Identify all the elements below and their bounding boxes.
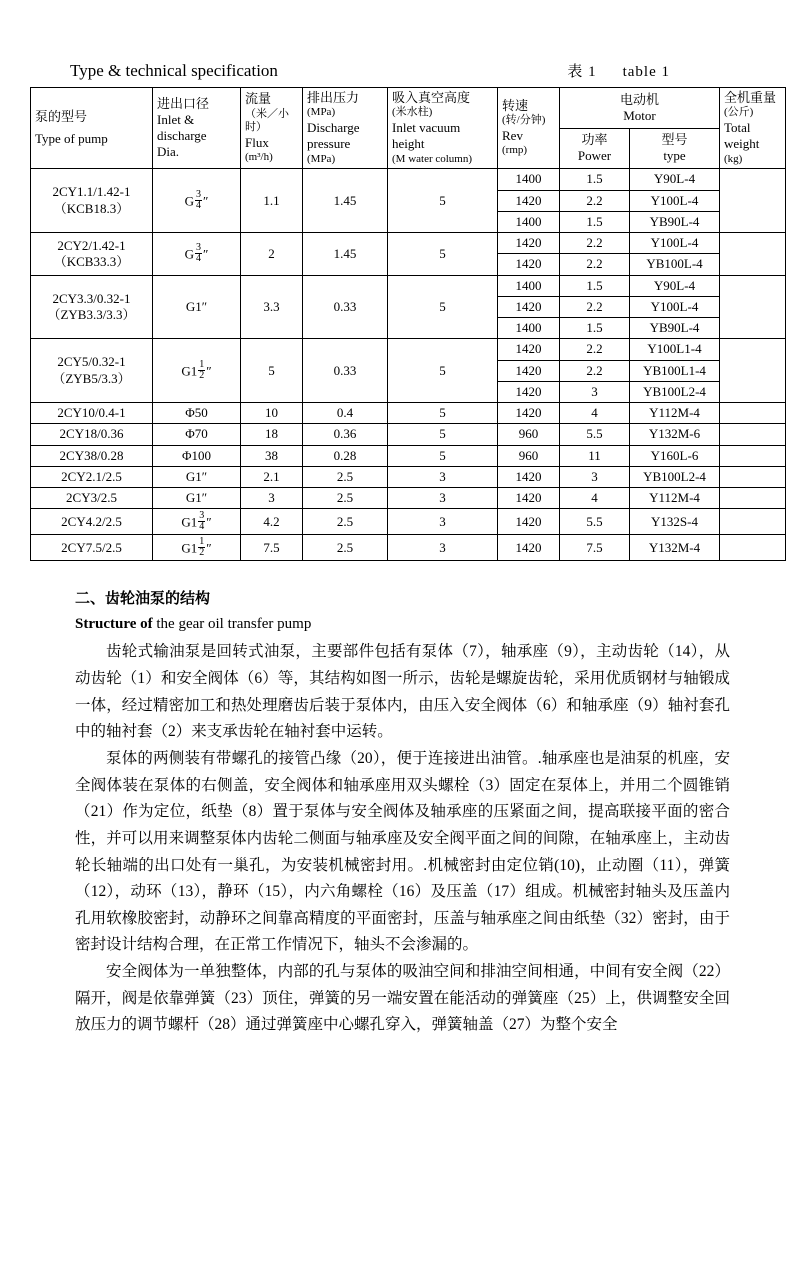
table-row: [31, 403, 786, 424]
cell-weight: [720, 403, 786, 424]
header-weight-en1: Total: [724, 120, 751, 135]
cell-rev: 1420: [498, 381, 560, 402]
header-rev-unit-cn: (转/分钟): [502, 114, 546, 127]
cell-power: 4: [560, 488, 630, 509]
table-row: [31, 445, 786, 466]
table-caption-title: Type & technical specification: [70, 61, 278, 80]
cell-model: [31, 233, 153, 276]
cell-power: 3: [560, 381, 630, 402]
header-dia-en1: Inlet &: [157, 111, 195, 127]
header-vacuum-cn: 吸入真空高度: [392, 90, 471, 105]
cell-dia: G1 $\frac{1}{2}$ ″: [153, 535, 241, 561]
cell-power: 1.5: [560, 211, 630, 232]
table-caption-row: [30, 60, 770, 81]
cell-flux: 1.1: [241, 169, 303, 233]
cell-model-line1: 2CY18/0.36: [59, 426, 124, 442]
cell-pressure: 2.5: [303, 535, 388, 561]
cell-dia: G1″: [153, 275, 241, 339]
paragraph: 齿轮式输油泵是回转式油泵，主要部件包括有泵体（7），轴承座（9），主动齿轮（14），从动齿轮（1）和安全阀体（6）等，其结构如图一所示，齿轮是螺旋齿轮，采用优质钢材与轴锻成一体，经过精密加工和热处理磨齿后装于泵体内，由压入安全阀体（6）和轴承座（9）轴衬套孔中的轴衬套（2）来支承齿轮在轴衬套中运转。: [75, 643, 730, 741]
table-number-cn: 表 1: [567, 64, 597, 80]
cell-rev: 1420: [498, 466, 560, 487]
cell-vacuum: 5: [388, 169, 498, 233]
cell-weight: [720, 466, 786, 487]
header-pressure-en2: pressure: [307, 136, 351, 152]
cell-model-line1: 2CY4.2/2.5: [61, 513, 122, 529]
cell-model-line1: 2CY5/0.32-1: [57, 354, 126, 370]
cell-model: [31, 466, 153, 487]
cell-power: 4: [560, 403, 630, 424]
cell-motor-type: YB100L2-4: [630, 381, 720, 402]
cell-motor-type: YB100L-4: [630, 254, 720, 275]
cell-motor-type: YB90L-4: [630, 211, 720, 232]
cell-power: 2.2: [560, 233, 630, 254]
cell-model: [31, 535, 153, 561]
cell-motor-type: YB90L-4: [630, 318, 720, 339]
cell-rev: 1400: [498, 211, 560, 232]
cell-model-line2: （ZYB3.3/3.3）: [47, 306, 136, 322]
cell-model-line2: （ZYB5/3.3）: [52, 370, 131, 386]
cell-power: 7.5: [560, 535, 630, 561]
header-motor-cn: 电动机: [620, 91, 660, 107]
header-vacuum-en2: height: [392, 136, 425, 152]
cell-power: 2.2: [560, 254, 630, 275]
header-power: [560, 128, 630, 169]
cell-power: 5.5: [560, 509, 630, 535]
cell-dia: G1 $\frac{1}{2}$ ″: [153, 339, 241, 403]
cell-vacuum: 5: [388, 445, 498, 466]
table-number-en: table 1: [622, 64, 670, 80]
cell-power: 2.2: [560, 339, 630, 360]
cell-model: [31, 488, 153, 509]
cell-weight: [720, 424, 786, 445]
cell-motor-type: Y90L-4: [630, 169, 720, 190]
cell-motor-type: Y100L-4: [630, 233, 720, 254]
header-dia-cn: 进出口径: [157, 95, 210, 111]
header-vacuum: [388, 88, 498, 169]
header-rev: [498, 88, 560, 169]
cell-vacuum: 5: [388, 424, 498, 445]
cell-pressure: 2.5: [303, 488, 388, 509]
section-title-en-bold: Structure of: [75, 616, 153, 633]
header-weight: [720, 88, 786, 169]
cell-motor-type: Y112M-4: [630, 403, 720, 424]
table-row: [31, 339, 786, 360]
cell-rev: 1420: [498, 339, 560, 360]
header-rev-cn: 转速: [502, 98, 529, 114]
header-model-cn: 泵的型号: [35, 108, 88, 124]
cell-power: 2.2: [560, 360, 630, 381]
cell-flux: 2.1: [241, 466, 303, 487]
table-number: [567, 60, 710, 81]
cell-vacuum: 3: [388, 488, 498, 509]
cell-weight: [720, 445, 786, 466]
cell-flux: 18: [241, 424, 303, 445]
cell-dia: G $\frac{3}{4}$ ″: [153, 233, 241, 276]
cell-vacuum: 5: [388, 339, 498, 403]
cell-flux: 38: [241, 445, 303, 466]
cell-model-line1: 2CY2.1/2.5: [61, 468, 122, 484]
cell-dia: G1″: [153, 488, 241, 509]
cell-model-line1: 2CY10/0.4-1: [57, 405, 126, 420]
header-dia-en2: discharge: [157, 128, 207, 144]
header-type: [630, 128, 720, 169]
cell-pressure: 1.45: [303, 233, 388, 276]
cell-rev: 1420: [498, 509, 560, 535]
table-row: [31, 466, 786, 487]
header-motor: [560, 88, 720, 129]
cell-flux: 2: [241, 233, 303, 276]
table-row: [31, 169, 786, 190]
cell-model-line1: 2CY1.1/1.42-1: [52, 184, 131, 200]
header-weight-cn: 全机重量: [724, 90, 777, 105]
cell-motor-type: Y100L-4: [630, 296, 720, 317]
cell-flux: 5: [241, 339, 303, 403]
cell-motor-type: YB100L2-4: [630, 466, 720, 487]
cell-motor-type: Y160L-6: [630, 445, 720, 466]
cell-dia: G $\frac{3}{4}$ ″: [153, 169, 241, 233]
structure-section: [30, 587, 770, 1039]
cell-pressure: 0.33: [303, 275, 388, 339]
cell-flux: 3: [241, 488, 303, 509]
cell-pressure: 0.33: [303, 339, 388, 403]
cell-model-line1: 2CY3/2.5: [66, 490, 117, 505]
header-pressure-unit-en: (MPa): [307, 152, 336, 165]
cell-model-line2: （KCB33.3）: [53, 253, 130, 269]
cell-dia: G1″: [153, 466, 241, 487]
cell-dia: Φ70: [153, 424, 241, 445]
header-flux-en: Flux: [245, 135, 269, 150]
cell-rev: 960: [498, 424, 560, 445]
cell-pressure: 1.45: [303, 169, 388, 233]
cell-model: [31, 275, 153, 339]
cell-model-line1: 2CY2/1.42-1: [57, 237, 126, 253]
cell-pressure: 2.5: [303, 509, 388, 535]
header-motor-en: Motor: [623, 107, 656, 123]
cell-weight: [720, 535, 786, 561]
section-title-en-rest: the gear oil transfer pump: [152, 616, 312, 633]
cell-model: [31, 403, 153, 424]
cell-motor-type: Y112M-4: [630, 488, 720, 509]
header-vacuum-unit-cn: (米水柱): [392, 106, 433, 119]
cell-rev: 1400: [498, 318, 560, 339]
header-weight-en2: weight: [724, 136, 760, 152]
cell-rev: 1420: [498, 233, 560, 254]
table-header-row-1: [31, 88, 786, 129]
cell-motor-type: YB100L1-4: [630, 360, 720, 381]
header-model-en: Type of pump: [35, 131, 108, 147]
cell-rev: 1420: [498, 254, 560, 275]
cell-weight: [720, 233, 786, 276]
cell-model: [31, 445, 153, 466]
cell-vacuum: 5: [388, 403, 498, 424]
table-row: [31, 233, 786, 254]
cell-pressure: 2.5: [303, 466, 388, 487]
cell-dia: G1 $\frac{3}{4}$ ″: [153, 509, 241, 535]
cell-model: [31, 169, 153, 233]
cell-motor-type: Y132M-4: [630, 535, 720, 561]
table-row: [31, 275, 786, 296]
header-type-cn: 型号: [661, 132, 688, 148]
cell-vacuum: 5: [388, 233, 498, 276]
section-paragraphs: [75, 639, 730, 1039]
cell-pressure: 0.28: [303, 445, 388, 466]
header-dia: [153, 88, 241, 169]
cell-rev: 960: [498, 445, 560, 466]
cell-rev: 1420: [498, 488, 560, 509]
cell-rev: 1400: [498, 169, 560, 190]
cell-motor-type: Y132S-4: [630, 509, 720, 535]
cell-power: 1.5: [560, 318, 630, 339]
header-pressure-en1: Discharge: [307, 120, 360, 135]
cell-power: 1.5: [560, 275, 630, 296]
header-weight-unit-en: (kg): [724, 152, 743, 165]
cell-model-line1: 2CY38/0.28: [59, 447, 124, 463]
section-title-en: [75, 616, 730, 633]
cell-pressure: 0.4: [303, 403, 388, 424]
table-row: [31, 509, 786, 535]
cell-pressure: 0.36: [303, 424, 388, 445]
header-pressure-cn: 排出压力: [307, 90, 360, 105]
cell-dia: Φ50: [153, 403, 241, 424]
cell-power: 3: [560, 466, 630, 487]
cell-vacuum: 3: [388, 509, 498, 535]
header-rev-unit-en: (rmp): [502, 144, 528, 157]
cell-weight: [720, 488, 786, 509]
cell-power: 11: [560, 445, 630, 466]
cell-flux: 10: [241, 403, 303, 424]
header-pressure-unit-cn: (MPa): [307, 106, 336, 119]
header-flux: [241, 88, 303, 169]
cell-rev: 1420: [498, 296, 560, 317]
header-type-en: type: [663, 148, 686, 164]
cell-motor-type: Y90L-4: [630, 275, 720, 296]
cell-power: 2.2: [560, 190, 630, 211]
table-row: [31, 535, 786, 561]
header-power-en: Power: [577, 148, 612, 164]
header-power-cn: 功率: [581, 132, 608, 148]
table-row: [31, 424, 786, 445]
header-flux-unit-en: (m³/h): [245, 151, 273, 164]
cell-weight: [720, 169, 786, 233]
paragraph: 安全阀体为一单独整体，内部的孔与泵体的吸油空间和排油空间相通，中间有安全阀（22）隔开，阀是依靠弹簧（23）顶住，弹簧的另一端安置在能活动的弹簧座（25）上，供调整安全回放压力的调节螺杆（28）通过弹簧座中心螺孔穿入，弹簧轴盖（27）为整个安全: [75, 963, 730, 1034]
header-vacuum-unit-en: (M water column): [392, 152, 473, 165]
cell-rev: 1420: [498, 190, 560, 211]
cell-weight: [720, 275, 786, 339]
header-vacuum-en1: Inlet vacuum: [392, 120, 461, 135]
cell-power: 2.2: [560, 296, 630, 317]
specification-table: [30, 87, 786, 561]
header-flux-cn: 流量: [245, 91, 272, 107]
cell-motor-type: Y100L-4: [630, 190, 720, 211]
cell-model-line1: 2CY7.5/2.5: [61, 539, 122, 555]
cell-motor-type: Y100L1-4: [630, 339, 720, 360]
header-dia-en3: Dia.: [157, 144, 180, 160]
cell-dia: Φ100: [153, 445, 241, 466]
cell-flux: 7.5: [241, 535, 303, 561]
cell-vacuum: 3: [388, 466, 498, 487]
table-row: [31, 488, 786, 509]
cell-weight: [720, 509, 786, 535]
cell-flux: 3.3: [241, 275, 303, 339]
header-pressure: [303, 88, 388, 169]
header-model: [31, 88, 153, 169]
paragraph: 泵体的两侧装有带螺孔的接管凸缘（20），便于连接进出油管。.轴承座也是油泵的机座，安全阀体装在泵体的右侧盖，安全阀体和轴承座用双头螺栓（3）固定在泵体上，并用二个圆锥销（21）作为定位，纸垫（8）置于泵体与安全阀体及轴承座的压紧面之间，提高联接平面的密合性，并可以用来调整泵体内齿轮二侧面与轴承座及安全阀平面之间的间隙，在轴承座上，主动齿轮长轴端的出口处有一巢孔，为安装机械密封用。.机械密封由定位销(10)，止动圈（11），弹簧（12），动环（13），静环（15），内六角螺栓（16）及压盖（17）组成。机械密封轴头及压盖内孔用软橡胶密封，动静环之间靠高精度的平面密封，压盖与轴承座之间由纸垫（32）密封，由于密封设计结构合理，在正常工作情况下，轴头不会渗漏的。: [75, 749, 730, 954]
cell-model-line2: （KCB18.3）: [53, 200, 130, 216]
header-flux-unit-cn: （米／小时）: [245, 107, 289, 134]
cell-flux: 4.2: [241, 509, 303, 535]
cell-rev: 1420: [498, 403, 560, 424]
header-rev-en: Rev: [502, 128, 523, 144]
header-weight-unit-cn: (公斤): [724, 106, 754, 119]
cell-rev: 1420: [498, 360, 560, 381]
cell-model: [31, 424, 153, 445]
cell-model-line1: 2CY3.3/0.32-1: [52, 290, 131, 306]
cell-motor-type: Y132M-6: [630, 424, 720, 445]
section-title-cn: 二、齿轮油泵的结构: [75, 589, 211, 608]
cell-rev: 1420: [498, 535, 560, 561]
cell-model: [31, 509, 153, 535]
cell-power: 5.5: [560, 424, 630, 445]
cell-model: [31, 339, 153, 403]
cell-rev: 1400: [498, 275, 560, 296]
cell-power: 1.5: [560, 169, 630, 190]
cell-vacuum: 3: [388, 535, 498, 561]
cell-vacuum: 5: [388, 275, 498, 339]
cell-weight: [720, 339, 786, 403]
